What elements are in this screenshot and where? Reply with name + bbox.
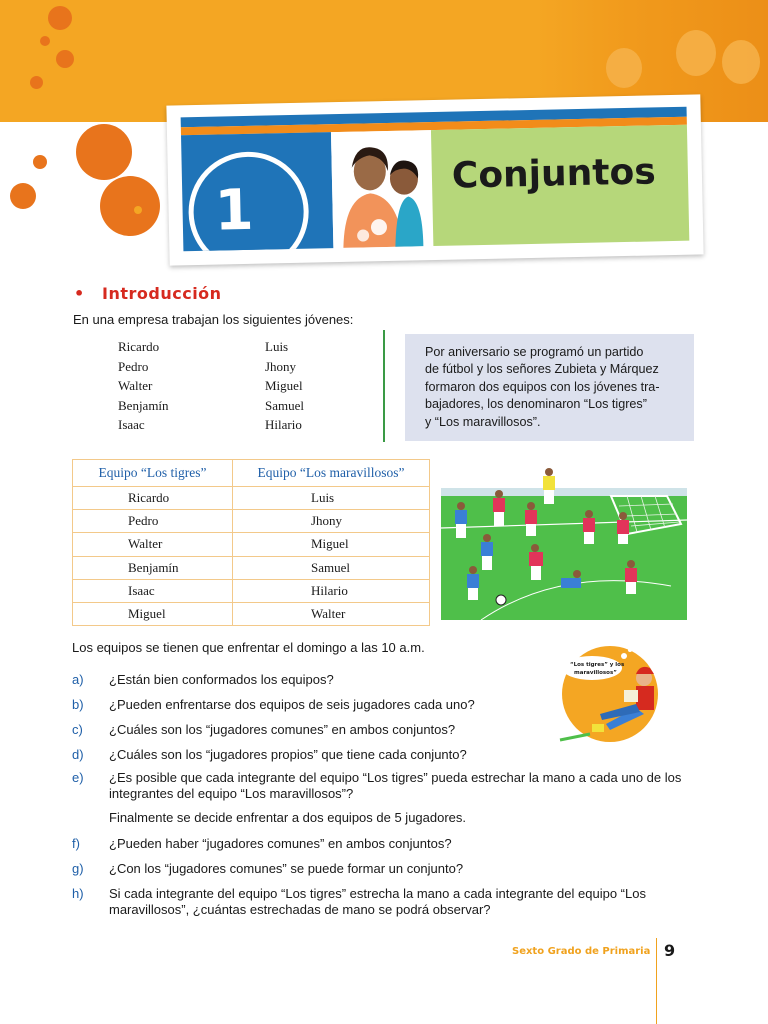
name-item: Ricardo bbox=[118, 339, 160, 354]
question-text: ¿Pueden enfrentarse dos equipos de seis jugadores cada uno? bbox=[109, 697, 475, 712]
schedule-text: Los equipos se tienen que enfrentar el domingo a las 10 a.m. bbox=[72, 640, 425, 655]
column-header: Equipo “Los maravillosos” bbox=[233, 460, 430, 487]
question-text: ¿Están bien conformados los equipos? bbox=[109, 672, 334, 687]
names-right-column bbox=[265, 337, 304, 435]
soccer-field-illustration bbox=[441, 466, 687, 620]
intro-lead: En una empresa trabajan los siguientes jóvenes: bbox=[73, 312, 354, 327]
heading-bullet: • bbox=[74, 284, 85, 303]
footer-divider bbox=[656, 938, 657, 1024]
table-header-row bbox=[73, 460, 430, 487]
question-letter: b) bbox=[72, 697, 84, 712]
table-row bbox=[73, 487, 430, 510]
name-item: Miguel bbox=[265, 378, 303, 394]
column-header: Equipo “Los tigres” bbox=[73, 460, 233, 487]
name-item: Walter bbox=[118, 378, 153, 394]
chapter-title: Conjuntos bbox=[451, 151, 657, 197]
reading-boy-illustration bbox=[540, 644, 672, 744]
chapter-number-panel bbox=[181, 132, 333, 251]
name-item: Luis bbox=[265, 339, 289, 354]
name-item: Hilario bbox=[265, 417, 302, 433]
decor-dot bbox=[100, 176, 160, 236]
question-text: ¿Cuáles son los “jugadores comunes” en ambos conjuntos? bbox=[109, 722, 456, 737]
table-row bbox=[73, 533, 430, 556]
name-item: Samuel bbox=[265, 397, 304, 413]
children-photo-illustration bbox=[331, 130, 433, 248]
table-cell: Pedro bbox=[73, 510, 233, 533]
note-line: bajadores, los denominaron “Los tigres” bbox=[425, 397, 647, 412]
table-cell: Benjamín bbox=[73, 556, 233, 579]
table-cell: Walter bbox=[73, 533, 233, 556]
question-letter: f) bbox=[72, 836, 80, 851]
table-cell: Luis bbox=[233, 487, 430, 510]
table-row bbox=[73, 579, 430, 602]
table-cell: Miguel bbox=[233, 533, 430, 556]
table-cell: Jhony bbox=[233, 510, 430, 533]
divider bbox=[383, 330, 385, 442]
intro-heading-text: Introducción bbox=[102, 284, 222, 303]
table-cell: Hilario bbox=[233, 579, 430, 602]
name-item: Pedro bbox=[118, 358, 149, 374]
question-letter: a) bbox=[72, 672, 84, 687]
mid-note: Finalmente se decide enfrentar a dos equipos de 5 jugadores. bbox=[109, 810, 467, 825]
speech-bubble-line: “Los tigres” y los bbox=[570, 662, 625, 668]
decor-dot bbox=[33, 155, 47, 169]
name-item: Benjamín bbox=[118, 397, 169, 413]
question-text: ¿Cuáles son los “jugadores propios” que tiene cada conjunto? bbox=[109, 747, 467, 762]
note-line: formaron dos equipos con los jóvenes tra- bbox=[425, 379, 660, 394]
question-text: ¿Es posible que cada integrante del equipo “Los tigres” pueda estrechar la mano a cada uno de los integrantes del equipo “Los maravillosos”? bbox=[109, 770, 682, 801]
name-item: Jhony bbox=[265, 358, 297, 374]
table-cell: Ricardo bbox=[73, 487, 233, 510]
question-text: ¿Pueden haber “jugadores comunes” en ambos conjuntos? bbox=[109, 836, 452, 851]
children-photo bbox=[331, 130, 433, 248]
page-number: 9 bbox=[664, 941, 676, 960]
intro-heading bbox=[74, 284, 222, 303]
table-cell: Miguel bbox=[73, 602, 233, 625]
table-cell: Samuel bbox=[233, 556, 430, 579]
decor-dot bbox=[10, 183, 36, 209]
question-letter: c) bbox=[72, 722, 83, 737]
chapter-number: 1 bbox=[213, 177, 255, 244]
name-item: Isaac bbox=[118, 417, 145, 433]
question-letter: e) bbox=[72, 770, 84, 785]
note-box bbox=[405, 334, 694, 441]
teams-table bbox=[72, 459, 430, 626]
decor-dot bbox=[56, 50, 74, 68]
question-text: ¿Con los “jugadores comunes” se puede formar un conjunto? bbox=[109, 861, 464, 876]
note-line: Por aniversario se programó un partido bbox=[425, 345, 644, 359]
decor-dot bbox=[76, 124, 132, 180]
question-text: Si cada integrante del equipo “Los tigres” estrecha la mano a cada integrante del equipo “Los maravillosos”, ¿cuántas estrechadas de mano se podrá observar? bbox=[109, 886, 646, 917]
decor-dot bbox=[40, 36, 50, 46]
table-cell: Isaac bbox=[73, 579, 233, 602]
footer-grade-label: Sexto Grado de Primaria bbox=[512, 946, 651, 957]
decor-dot bbox=[30, 76, 43, 89]
chapter-title-card bbox=[166, 94, 703, 265]
decor-dot bbox=[134, 206, 142, 214]
question-letter: h) bbox=[72, 886, 84, 901]
table-row bbox=[73, 602, 430, 625]
question-letter: d) bbox=[72, 747, 84, 762]
note-line: y “Los maravillosos”. bbox=[425, 414, 541, 429]
table-cell: Walter bbox=[233, 602, 430, 625]
table-row bbox=[73, 556, 430, 579]
names-left-column bbox=[118, 337, 169, 435]
speech-bubble-line: maravillosos” bbox=[574, 670, 617, 676]
decor-dot bbox=[48, 6, 72, 30]
question-letter: g) bbox=[72, 861, 84, 876]
note-line: de fútbol y los señores Zubieta y Márquez bbox=[425, 362, 659, 377]
table-row bbox=[73, 510, 430, 533]
